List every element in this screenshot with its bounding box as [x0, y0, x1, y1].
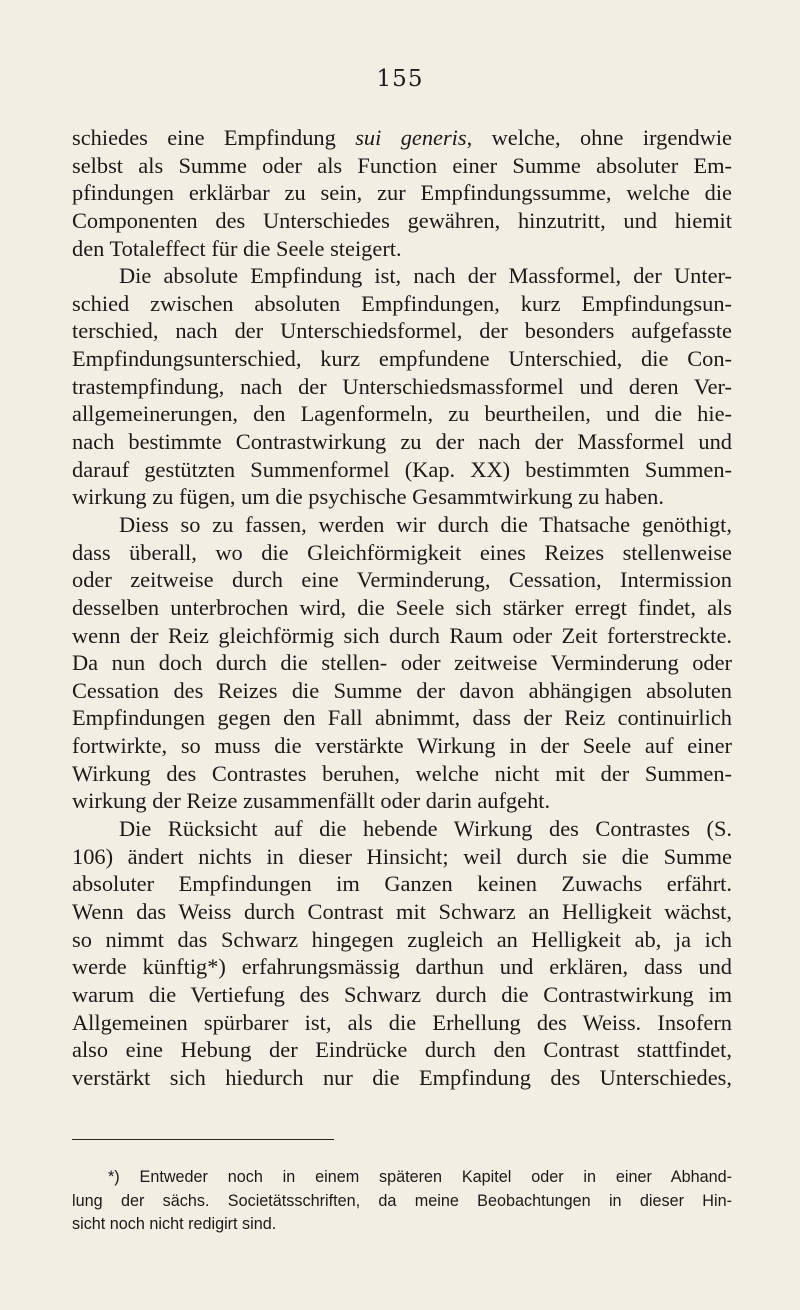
footnote-line: lung der sächs. Societätsschriften, da meine Beobachtungen in dieser Hin-: [72, 1191, 732, 1210]
text-line: Die Rücksicht auf die hebende Wirkung des Contrastes (S.: [119, 816, 732, 842]
text-line: Empfindungsunterschied, kurz empfundene Unterschied, die Con-: [72, 346, 732, 372]
text-line: Allgemeinen spürbarer ist, als die Erhellung des Weiss. Insofern: [72, 1009, 732, 1035]
text-line: darauf gestützten Summenformel (Kap. XX) bestimmten Summen-: [72, 456, 732, 482]
text-line: terschied, nach der Unterschiedsformel, der besonders aufgefasste: [72, 318, 732, 344]
text-line: schied zwischen absoluten Empfindungen, kurz Empfindungsun-: [72, 290, 732, 316]
text-line: verstärkt sich hiedurch nur die Empfindung des Unterschiedes,: [72, 1064, 732, 1090]
body-text: [72, 124, 732, 1091]
text-line: oder zeitweise durch eine Verminderung, Cessation, Intermission: [72, 567, 732, 593]
text-line: Da nun doch durch die stellen- oder zeitweise Verminderung oder: [72, 650, 732, 676]
page-number: 155: [376, 66, 424, 92]
italic-term: sui generis: [355, 125, 467, 150]
text-line: Wenn das Weiss durch Contrast mit Schwarz an Helligkeit wächst,: [72, 898, 732, 924]
text-line: wirkung der Reize zusammenfällt oder darin aufgeht.: [72, 788, 551, 814]
text-line: pfindungen erklärbar zu sein, zur Empfindungssumme, welche die: [72, 180, 732, 206]
text-line: absoluter Empfindungen im Ganzen keinen Zuwachs erfährt.: [72, 871, 732, 897]
footnote-divider: [72, 1139, 334, 1140]
footnote: [72, 1166, 732, 1237]
text-line: wirkung zu fügen, um die psychische Gesammtwirkung zu haben.: [72, 484, 664, 510]
text-line: nach bestimmte Contrastwirkung zu der nach der Massformel und: [72, 429, 732, 455]
text-line: wenn der Reiz gleichförmig sich durch Raum oder Zeit forterstreckte.: [72, 622, 732, 648]
text-line: Wirkung des Contrastes beruhen, welche nicht mit der Summen-: [72, 760, 732, 786]
text-line: Cessation des Reizes die Summe der davon abhängigen absoluten: [72, 677, 732, 703]
text-line: allgemeinerungen, den Lagenformeln, zu beurtheilen, und die hie-: [72, 401, 732, 427]
text-line: so nimmt das Schwarz hingegen zugleich an Helligkeit ab, ja ich: [72, 926, 732, 952]
text-line: dass überall, wo die Gleichförmigkeit eines Reizes stellenweise: [72, 539, 732, 565]
text-line: Die absolute Empfindung ist, nach der Massformel, der Unter-: [119, 263, 732, 289]
footnote-line: sicht noch nicht redigirt sind.: [72, 1215, 277, 1233]
text-line: Diess so zu fassen, werden wir durch die Thatsache genöthigt,: [119, 511, 732, 537]
text-line: desselben unterbrochen wird, die Seele sich stärker erregt findet, als: [72, 594, 732, 620]
text-line: Componenten des Unterschiedes gewähren, hinzutritt, und hiemit: [72, 207, 732, 233]
text-line: Empfindungen gegen den Fall abnimmt, dass der Reiz continuirlich: [72, 705, 732, 731]
text-line: 106) ändert nichts in dieser Hinsicht; weil durch sie die Summe: [72, 843, 732, 869]
text-line: selbst als Summe oder als Function einer Summe absoluter Em-: [72, 152, 732, 178]
text-line: fortwirkte, so muss die verstärkte Wirkung in der Seele auf einer: [72, 733, 732, 759]
text-line: werde künftig*) erfahrungsmässig darthun und erklären, dass und: [72, 954, 732, 980]
text-line: also eine Hebung der Eindrücke durch den Contrast stattfindet,: [72, 1037, 732, 1063]
text-line: schiedes eine Empfindung sui generis, welche, ohne irgendwie: [72, 125, 732, 150]
footnote-line: *) Entweder noch in einem späteren Kapitel oder in einer Abhand-: [108, 1168, 732, 1186]
text-line: trastempfindung, nach der Unterschiedsmassformel und deren Ver-: [72, 373, 732, 399]
text-line: den Totaleffect für die Seele steigert.: [72, 235, 402, 261]
text-line: warum die Vertiefung des Schwarz durch die Contrastwirkung im: [72, 981, 732, 1007]
